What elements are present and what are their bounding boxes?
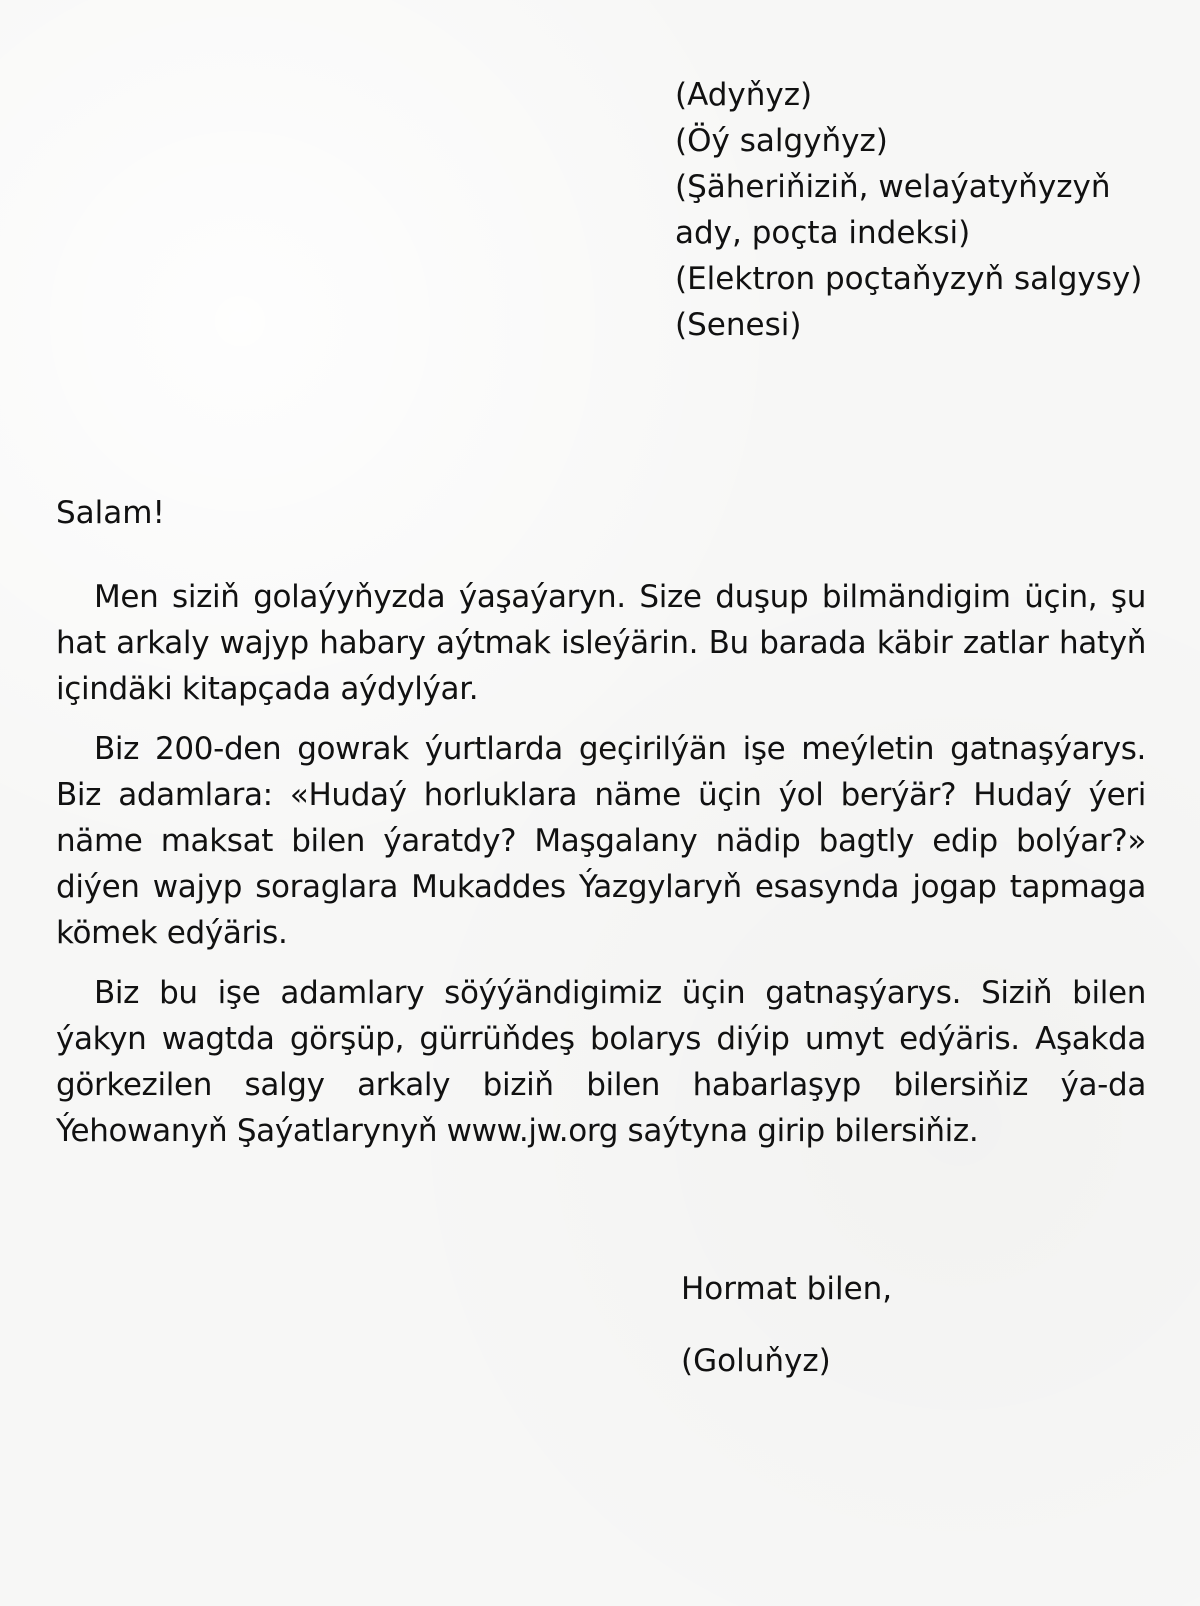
letter-body xyxy=(56,574,1146,1168)
sender-block xyxy=(675,72,1175,348)
sender-date: (Senesi) xyxy=(675,307,802,343)
letter-signature: (Goluňyz) xyxy=(681,1343,831,1379)
letter-paragraph-contact: Biz bu işe adamlary söýýändigimiz üçin gatnaşýarys. Siziň bilen ýakyn wagtda görşüp, gürrüňdeş bolarys diýip umyt edýäris. Aşakda görkezilen salgy arkaly biziň bilen habarlaşyp bilersiňiz ýa-da Ýehowanyň Şaýatlarynyň www.jw.org saýtyna girip bilersiňiz. xyxy=(56,975,1146,1149)
letter-greeting: Salam! xyxy=(56,495,165,531)
sender-address: (Öý salgyňyz) xyxy=(675,123,888,159)
sender-city-line-1: (Şäheriňiziň, welaýatyňyzyň xyxy=(675,169,1111,205)
letter-closing: Hormat bilen, xyxy=(681,1271,893,1307)
sender-city-line-2: ady, poçta indeksi) xyxy=(675,215,971,251)
sender-email: (Elektron poçtaňyzyň salgysy) xyxy=(675,261,1143,297)
letter-paragraph-work: Biz 200-den gowrak ýurtlarda geçirilýän işe meýletin gatnaşýarys. Biz adamlara: «Hudaý horluklara näme üçin ýol berýär? Hudaý ýeri näme maksat bilen ýaratdy? Maşgalany nädip bagtly edip bolýar?» diýen wajyp soraglara Mukaddes Ýazgylaryň esasynda jogap tapmaga kömek edýäris. xyxy=(56,731,1146,951)
sender-name: (Adyňyz) xyxy=(675,77,813,113)
letter-paragraph-introduction: Men siziň golaýyňyzda ýaşaýaryn. Size duşup bilmändigim üçin, şu hat arkaly wajyp habary aýtmak isleýärin. Bu barada käbir zatlar hatyň içindäki kitapçada aýdylýar. xyxy=(56,579,1146,707)
